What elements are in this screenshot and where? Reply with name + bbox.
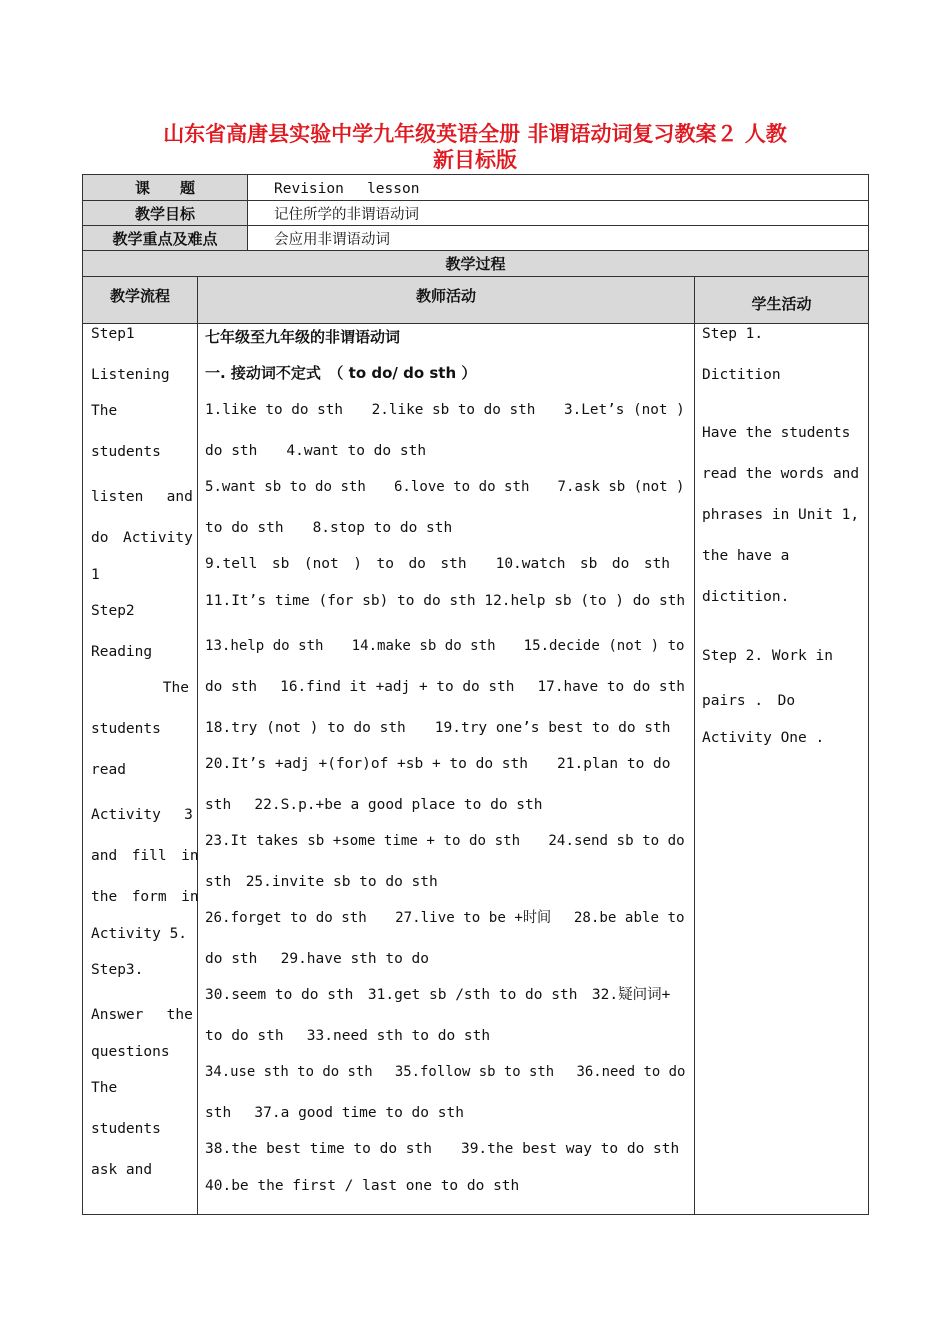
flow-line: Activity 3 (91, 807, 193, 823)
verb-pattern-line: 11.It’s time (for sb) to do sth 12.help sb (to ) do sth (205, 593, 686, 609)
teacher-heading: 七年级至九年级的非谓语动词 (205, 328, 401, 346)
info-value: Revision lesson (247, 175, 868, 200)
flow-line: students (91, 721, 161, 737)
column-divider (197, 324, 198, 1214)
info-label: 教学目标 (83, 201, 247, 225)
student-line: pairs . Do (702, 693, 796, 709)
verb-pattern-line: 30.seem to do sth 31.get sb /sth to do sth 32.疑问词+ (205, 987, 671, 1003)
flow-line: questions (91, 1044, 170, 1060)
verb-pattern-line: 20.It’s +adj +(for)of +sb + to do sth 21.plan to do (205, 756, 671, 772)
verb-pattern-line: do sth 29.have sth to do (205, 951, 430, 967)
lesson-plan-table (82, 174, 869, 1215)
column-header-flow: 教学流程 (109, 287, 170, 305)
verb-pattern-line: to do sth 33.need sth to do sth (205, 1028, 491, 1044)
flow-line: Activity 5. (91, 926, 188, 942)
verb-pattern-line: 26.forget to do sth 27.live to be +时间 28.be able to (205, 910, 685, 926)
verb-pattern-line: to do sth 8.stop to do sth (205, 520, 453, 536)
title-line-1: 山东省高唐县实验中学九年级英语全册 非谓语动词复习教案２ 人教 (163, 122, 787, 146)
flow-line: The (91, 1080, 118, 1096)
column-header-student: 学生活动 (694, 277, 868, 323)
info-value: 记住所学的非谓语动词 (247, 201, 868, 225)
column-header-teacher: 教师活动 (197, 277, 694, 323)
column-header-row (83, 277, 868, 324)
verb-pattern-line: do sth 16.find it +adj + to do sth 17.have to do sth (205, 679, 685, 695)
flow-line: students (91, 444, 161, 460)
info-label: 教学重点及难点 (83, 226, 247, 250)
flow-line: the form in (91, 889, 199, 905)
flow-line: read (91, 762, 126, 778)
verb-pattern-line: sth 22.S.p.+be a good place to do sth (205, 797, 543, 813)
info-row-topic (83, 175, 868, 201)
flow-line: students (91, 1121, 161, 1137)
verb-pattern-line: 18.try (not ) to do sth 19.try one’s best to do sth (205, 720, 671, 736)
student-line: read the words and (702, 466, 860, 482)
verb-pattern-line: 34.use sth to do sth 35.follow sb to sth 36.need to do (205, 1064, 686, 1080)
verb-pattern-line: 9.tell sb (not ) to do sth 10.watch sb do sth (205, 556, 671, 572)
flow-line: Reading (91, 644, 153, 660)
verb-pattern-line: 38.the best time to do sth 39.the best way to do sth (205, 1141, 680, 1157)
verb-pattern-line: 23.It takes sb +some time + to do sth 24.send sb to do (205, 833, 685, 849)
flow-line: ask and (91, 1162, 153, 1178)
student-line: Step 1. (702, 326, 764, 342)
verb-pattern-line: sth 37.a good time to do sth (205, 1105, 464, 1121)
student-line: Dictition (702, 367, 781, 383)
flow-line: Step3. (91, 962, 144, 978)
student-line: Step 2. Work in (702, 648, 833, 664)
flow-line: listen and (91, 489, 193, 505)
flow-line: Answer the (91, 1007, 193, 1023)
verb-pattern-line: 13.help do sth 14.make sb do sth 15.decide (not ) to (205, 638, 685, 654)
flow-line: The (162, 680, 189, 696)
student-line: the have a (702, 548, 790, 564)
verb-pattern-line: 40.be the first / last one to do sth (205, 1178, 520, 1194)
verb-pattern-line: 1.like to do sth 2.like sb to do sth 3.Let’s (not ) (205, 402, 685, 418)
process-header-row (83, 251, 868, 277)
student-line: dictition. (702, 589, 790, 605)
verb-pattern-line: do sth 4.want to do sth (205, 443, 427, 459)
document-title (0, 121, 950, 173)
student-line: Activity One . (702, 730, 825, 746)
info-value: 会应用非谓语动词 (247, 226, 868, 250)
student-line: Have the students (702, 425, 851, 441)
verb-pattern-line: sth 25.invite sb to do sth (205, 874, 438, 890)
info-row-objectives (83, 201, 868, 226)
process-body-row (83, 324, 868, 1214)
info-label: 课 题 (83, 175, 247, 200)
column-divider (694, 324, 695, 1214)
flow-line: Step2 (91, 603, 135, 619)
info-row-key-points (83, 226, 868, 251)
process-header: 教学过程 (445, 255, 506, 273)
teacher-section: 一. 接动词不定式 （ to do/ do sth ） (205, 364, 477, 382)
student-line: phrases in Unit 1, (702, 507, 860, 523)
flow-line: Listening (91, 367, 170, 383)
flow-line: and fill in (91, 848, 199, 864)
verb-pattern-line: 5.want sb to do sth 6.love to do sth 7.ask sb (not ) (205, 479, 685, 495)
flow-line: 1 (91, 567, 100, 583)
flow-line: Step1 (91, 326, 135, 342)
flow-line: do Activity (91, 530, 193, 546)
title-line-2: 新目标版 (433, 148, 517, 172)
flow-line: The (91, 403, 118, 419)
